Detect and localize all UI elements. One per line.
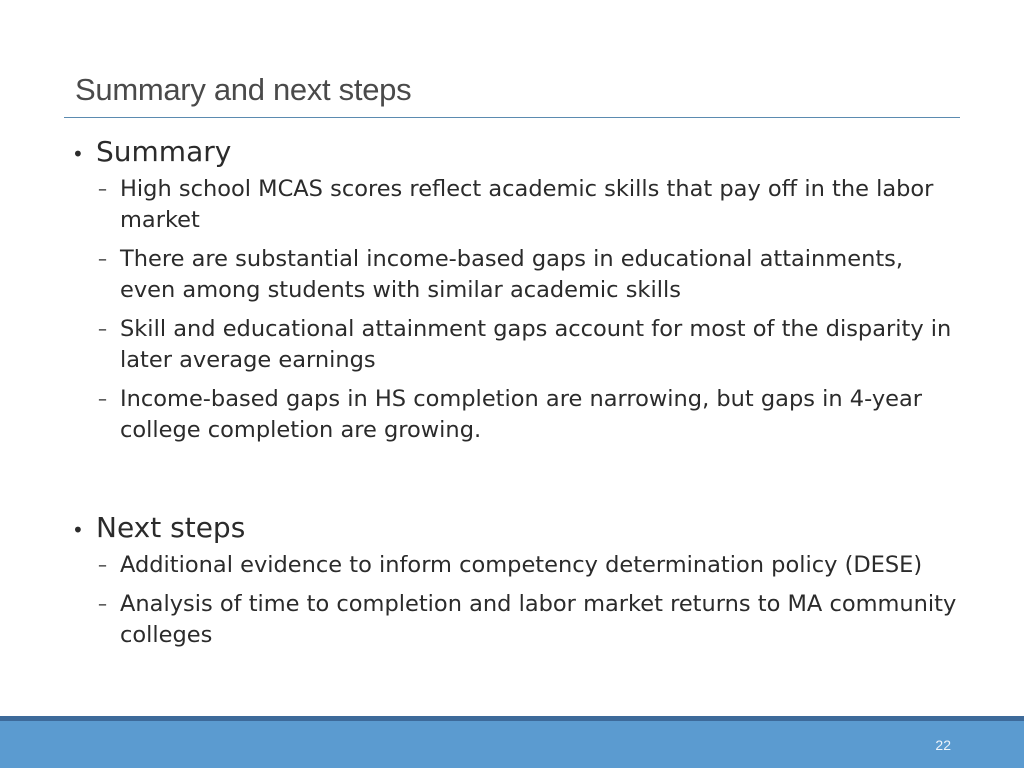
summary-item-text: High school MCAS scores reflect academic skills that pay off in the labor market <box>120 176 934 233</box>
bullet-dash-icon: – <box>98 249 107 270</box>
summary-item-text: Income-based gaps in HS completion are narrowing, but gaps in 4-year college completion are growing. <box>120 386 923 443</box>
next-steps-section <box>70 510 960 651</box>
summary-item <box>70 384 960 446</box>
bullet-dash-icon: – <box>98 179 107 200</box>
summary-heading: Summary <box>96 135 232 168</box>
page-number: 22 <box>935 737 951 753</box>
next-steps-item <box>70 589 960 651</box>
summary-item-text: There are substantial income-based gaps in educational attainments, even among students with similar academic skills <box>120 246 904 303</box>
bullet-dash-icon: – <box>98 555 107 576</box>
summary-item <box>70 244 960 306</box>
next-steps-list <box>70 550 960 651</box>
summary-item <box>70 314 960 376</box>
next-steps-heading-bullet <box>70 510 960 548</box>
next-steps-item-text: Analysis of time to completion and labor market returns to MA community colleges <box>120 591 957 648</box>
bullet-dash-icon: – <box>98 389 107 410</box>
next-steps-item-text: Additional evidence to inform competency determination policy (DESE) <box>120 552 923 578</box>
title-divider <box>64 117 960 118</box>
summary-section <box>70 134 960 446</box>
slide-title: Summary and next steps <box>75 72 412 107</box>
footer-bar <box>0 721 1024 768</box>
bullet-dash-icon: – <box>98 319 107 340</box>
summary-heading-bullet <box>70 134 960 172</box>
summary-list <box>70 174 960 446</box>
bullet-dot-icon: • <box>72 518 84 542</box>
summary-item <box>70 174 960 236</box>
bullet-dot-icon: • <box>72 142 84 166</box>
next-steps-item <box>70 550 960 581</box>
next-steps-heading: Next steps <box>96 511 246 544</box>
summary-item-text: Skill and educational attainment gaps account for most of the disparity in later average earnings <box>120 316 952 373</box>
bullet-dash-icon: – <box>98 594 107 615</box>
slide-content <box>70 134 960 659</box>
